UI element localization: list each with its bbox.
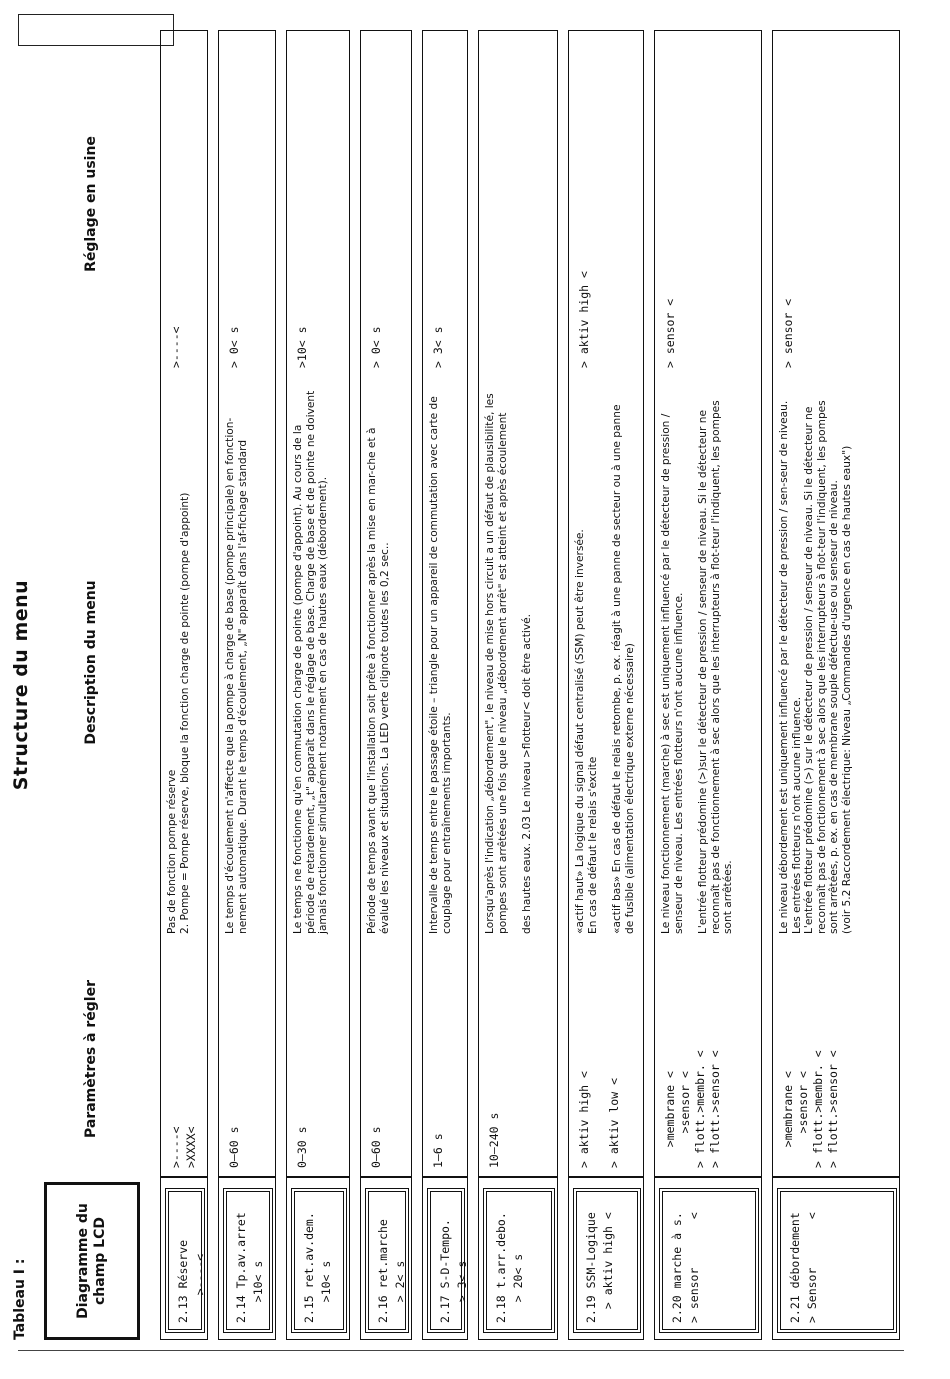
description-line: Le niveau fonctionnement (marche) à sec est uniquement influencé par le détecteur de pression / senseur de niveau. Les entrées flotteurs n'ont aucune influence. — [660, 413, 685, 934]
menu-description — [484, 389, 534, 934]
content-cell — [160, 30, 208, 1177]
factory-setting: > 0< s — [369, 326, 383, 368]
content-cell — [654, 30, 762, 1177]
rotated-page — [12, 30, 912, 1340]
param-values: >membrane < >sensor < > flott.>membr. < > flott.>sensor < — [663, 1050, 722, 1168]
table-header-row — [44, 30, 140, 1340]
menu-description — [778, 389, 854, 934]
content-cell — [360, 30, 412, 1177]
param-values: 0–60 s — [227, 1126, 241, 1168]
description-line: «actif bas» En cas de défaut le relais retombe, p. ex. réagit à une panne de secteur ou à une panne de fusible (alimentation électrique externe nécessaire) — [611, 404, 636, 934]
content-cell — [568, 30, 644, 1177]
description-line: Intervalle de temps entre le passage étoile – triangle pour un appareil de commutation avec carte de couplage pour entraînements importants. — [428, 396, 453, 934]
lcd-display: 2.20 marche à s. > sensor < — [659, 1188, 759, 1333]
lcd-display: 2.19 SSM-Logique > aktiv high < — [573, 1188, 641, 1333]
description-line: L'entrée flotteur prédomine (>)sur le détecteur de pression / senseur de niveau. Si le détecteur ne reconnaît pas de fonctionnement à sec alors que les interrupteurs à flot-teur l'indiquent, les pompes sont arrêtées. — [697, 400, 735, 934]
param-values: 1–6 s — [431, 1133, 445, 1168]
lcd-cell — [772, 1177, 900, 1340]
factory-setting: > 3< s — [431, 326, 445, 368]
table-row — [772, 30, 900, 1340]
footer-rule — [18, 1350, 904, 1351]
lcd-cell — [286, 1177, 350, 1340]
factory-setting: > sensor < — [781, 298, 795, 368]
description-line: Le temps ne fonctionne qu'en commutation charge de pointe (pompe d'appoint). Au cours de la période de retardement, „t" apparaît dans le réglage de base. Charge de base et de pointe ne doivent jamais fonctionner simultanément notamment en cas de hautes eaux (débordement). — [292, 390, 330, 934]
param-values: >----< >XXXX< — [169, 1126, 198, 1168]
menu-description — [292, 389, 330, 934]
table-row — [478, 30, 558, 1340]
lcd-display: 2.13 Réserve >----< — [165, 1188, 205, 1333]
lcd-cell — [422, 1177, 468, 1340]
menu-description — [660, 389, 735, 934]
lcd-display: 2.21 débordement > Sensor < — [777, 1188, 897, 1333]
lcd-cell — [218, 1177, 276, 1340]
menu-description — [574, 389, 636, 934]
description-line: Le temps d'écoulement n'affecte que la pompe à charge de base (pompe principale) en fonction-nement automatique. Durant le temps d'écoulement, „N" apparaît dans l'af-fichage standard — [224, 417, 249, 934]
table-row — [286, 30, 350, 1340]
description-line: (voir 5.2 Raccordement électrique: Niveau „Commandes d'urgence en cas de hautes eaux") — [840, 445, 853, 934]
factory-setting: > 0< s — [227, 326, 241, 368]
param-values: 10–240 s — [487, 1112, 501, 1168]
content-cell — [478, 30, 558, 1177]
table-label: Tableau I : — [12, 1258, 28, 1340]
lcd-cell — [654, 1177, 762, 1340]
content-cell — [286, 30, 350, 1177]
table-row — [218, 30, 276, 1340]
menu-description — [224, 389, 249, 934]
content-cell — [422, 30, 468, 1177]
header-lcd: Diagramme du champ LCD — [44, 1182, 140, 1340]
lcd-cell — [478, 1177, 558, 1340]
menu-description — [166, 389, 191, 934]
param-values: > aktiv high < > aktiv low < — [577, 1071, 621, 1168]
factory-setting: >----< — [169, 326, 183, 368]
lcd-display: 2.17 S-D-Tempo. > 3< s — [427, 1188, 465, 1333]
lcd-display: 2.16 ret.marche > 2< s — [365, 1188, 409, 1333]
param-values: 0–30 s — [295, 1126, 309, 1168]
description-line: L'entrée flotteur prédomine (>) sur le détecteur de pression / senseur de niveau. Si le détecteur ne reconnaît pas de fonctionnement à sec alors que les interrupteurs à flot-teur l'indiquent, les pompes sont arrêtées, p. ex. en cas de membrane souple défectue-use ou senseur de niveau. — [803, 400, 841, 934]
lcd-display: 2.14 Tp.av.arret >10< s — [223, 1188, 273, 1333]
lcd-cell — [360, 1177, 412, 1340]
description-line: Lorsqu'après l'indication „débordement", le niveau de mise hors circuit a un défaut de plausibilité, les pompes sont arrêtées une fois que le niveau „débordement arrêt" est atteint et après écoulement — [484, 393, 509, 934]
lcd-cell — [568, 1177, 644, 1340]
description-line: Période de temps avant que l'installation soit prête à fonctionner après la mise en mar-che et à évalué les niveaux et situations. La LED verte clignote toutes les 0,2 sec.. — [366, 427, 391, 934]
table-row — [654, 30, 762, 1340]
factory-setting: >10< s — [295, 326, 309, 368]
description-line: Pas de fonction pompe réserve — [166, 769, 178, 934]
header-params: Paramètres à régler — [83, 980, 100, 1139]
param-values: 0–60 s — [369, 1126, 383, 1168]
description-line: «actif haut» La logique du signal défaut centralisé (SSM) peut être inversée. — [574, 529, 586, 934]
menu-description — [428, 389, 453, 934]
table-row — [160, 30, 208, 1340]
header-factory: Réglage en usine — [83, 136, 100, 272]
table-row — [360, 30, 412, 1340]
content-cell — [218, 30, 276, 1177]
menu-description — [366, 389, 391, 934]
lcd-display: 2.18 t.arr.debo. > 20< s — [483, 1188, 555, 1333]
content-cell — [772, 30, 900, 1177]
description-line: En cas de défaut le relais s'excite — [586, 756, 599, 934]
description-line: 2. Pompe = Pompe réserve, bloque la fonction charge de pointe (pompe d'appoint) — [178, 492, 191, 934]
description-line: Le niveau débordement est uniquement influencé par le détecteur de pression / sen-seur de niveau. Les entrées flotteurs n'ont aucune influence. — [778, 400, 803, 934]
lcd-cell — [160, 1177, 208, 1340]
header-description: Description du menu — [83, 580, 100, 745]
factory-setting: > aktiv high < — [577, 271, 591, 368]
table-row — [422, 30, 468, 1340]
param-values: >membrane < >sensor < > flott.>membr. < > flott.>sensor < — [781, 1050, 840, 1168]
lcd-display: 2.15 ret.av.dem. >10< s — [291, 1188, 347, 1333]
description-line: des hautes eaux. 2.03 Le niveau >flotteur< doit être activé. — [521, 614, 534, 934]
table-row — [568, 30, 644, 1340]
factory-setting: > sensor < — [663, 298, 677, 368]
page-title: Structure du menu — [10, 579, 32, 791]
